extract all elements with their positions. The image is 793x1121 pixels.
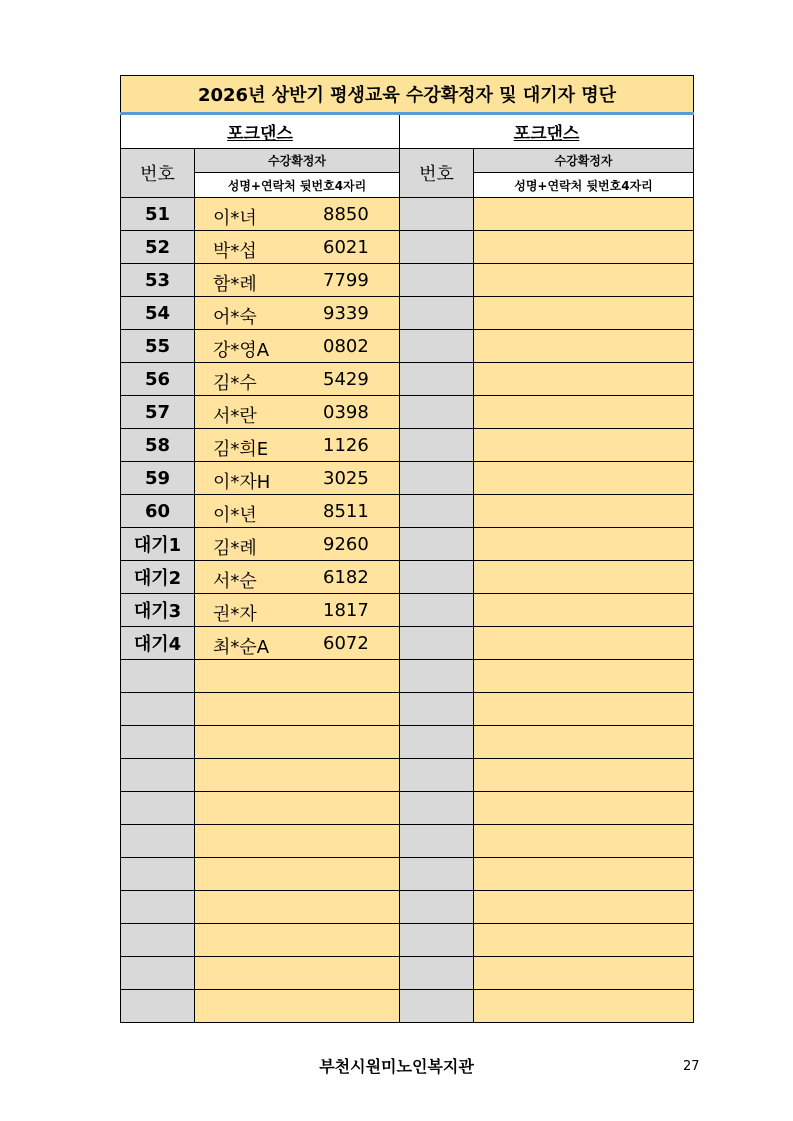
phone-last4: 1126 [323, 435, 369, 456]
row-number-right [400, 528, 474, 561]
entry-cell-right [474, 528, 694, 561]
sub-header-right: 성명+연락처 뒷번호4자리 [474, 173, 694, 198]
entry-cell [195, 231, 400, 264]
entry-cell-right [474, 363, 694, 396]
phone-last4: 6182 [323, 567, 369, 588]
entry-cell-right [474, 858, 694, 891]
table-row [121, 858, 694, 891]
phone-last4: 6021 [323, 237, 369, 258]
row-number [121, 759, 195, 792]
confirmed-header-left: 수강확정자 [195, 149, 400, 173]
entry-cell [195, 495, 400, 528]
dept-name-left: 포크댄스 [121, 114, 400, 149]
entry-cell-right [474, 297, 694, 330]
table-row [121, 825, 694, 858]
entry-cell-right [474, 330, 694, 363]
table-row [121, 660, 694, 693]
entry-cell-right [474, 693, 694, 726]
row-number: 54 [121, 297, 195, 330]
row-number-right [400, 198, 474, 231]
table-row [121, 759, 694, 792]
entry-cell [195, 198, 400, 231]
entry-cell-right [474, 792, 694, 825]
row-number [121, 693, 195, 726]
table-row [121, 198, 694, 231]
person-name: 김*례 [213, 538, 257, 559]
entry-cell [195, 561, 400, 594]
row-number-right [400, 858, 474, 891]
phone-last4: 3025 [323, 468, 369, 489]
row-number-right [400, 462, 474, 495]
phone-last4: 8850 [323, 204, 369, 225]
entry-cell-right [474, 891, 694, 924]
row-number-right [400, 660, 474, 693]
row-number-right [400, 396, 474, 429]
entry-cell [195, 297, 400, 330]
row-number [121, 990, 195, 1023]
entry-cell-right [474, 726, 694, 759]
entry-cell-right [474, 462, 694, 495]
row-number [121, 726, 195, 759]
entry-cell-right [474, 561, 694, 594]
table-row [121, 594, 694, 627]
table-row [121, 495, 694, 528]
row-number: 52 [121, 231, 195, 264]
entry-cell [195, 363, 400, 396]
phone-last4: 9260 [323, 534, 369, 555]
person-name: 서*란 [213, 406, 257, 427]
table-row [121, 693, 694, 726]
table-row [121, 957, 694, 990]
entry-cell-right [474, 429, 694, 462]
row-number [121, 792, 195, 825]
row-number-right [400, 297, 474, 330]
row-number [121, 924, 195, 957]
row-number-right [400, 924, 474, 957]
phone-last4: 9339 [323, 303, 369, 324]
row-number-right [400, 429, 474, 462]
entry-cell-right [474, 231, 694, 264]
entry-cell [195, 330, 400, 363]
table-row [121, 462, 694, 495]
phone-last4: 5429 [323, 369, 369, 390]
row-number [121, 825, 195, 858]
table-row [121, 297, 694, 330]
dept-name-right: 포크댄스 [400, 114, 694, 149]
row-number-right [400, 561, 474, 594]
row-number: 57 [121, 396, 195, 429]
row-number [121, 660, 195, 693]
row-number [121, 858, 195, 891]
entry-cell [195, 693, 400, 726]
row-number-right [400, 792, 474, 825]
row-number-right [400, 891, 474, 924]
entry-cell-right [474, 495, 694, 528]
phone-last4: 0802 [323, 336, 369, 357]
entry-cell [195, 891, 400, 924]
person-name: 이*녀 [213, 208, 257, 229]
phone-last4: 8511 [323, 501, 369, 522]
row-number-right [400, 495, 474, 528]
table-row [121, 990, 694, 1023]
table-row [121, 792, 694, 825]
row-number-right [400, 594, 474, 627]
row-number: 58 [121, 429, 195, 462]
entry-cell-right [474, 660, 694, 693]
person-name: 권*자 [213, 604, 257, 625]
entry-cell-right [474, 264, 694, 297]
entry-cell [195, 990, 400, 1023]
entry-cell-right [474, 957, 694, 990]
row-number-right [400, 825, 474, 858]
num-header-right: 번호 [400, 149, 474, 198]
entry-cell-right [474, 198, 694, 231]
row-number [121, 957, 195, 990]
row-number [121, 891, 195, 924]
person-name: 이*년 [213, 505, 257, 526]
table-row [121, 231, 694, 264]
phone-last4: 7799 [323, 270, 369, 291]
num-header-left: 번호 [121, 149, 195, 198]
entry-cell [195, 957, 400, 990]
person-name: 최*순A [213, 637, 270, 658]
entry-cell [195, 462, 400, 495]
row-number: 대기2 [121, 561, 195, 594]
row-number-right [400, 264, 474, 297]
page-number: 27 [683, 1059, 700, 1074]
row-number-right [400, 363, 474, 396]
entry-cell [195, 660, 400, 693]
row-number-right [400, 726, 474, 759]
entry-cell-right [474, 825, 694, 858]
entry-cell [195, 264, 400, 297]
sub-header-left: 성명+연락처 뒷번호4자리 [195, 173, 400, 198]
entry-cell [195, 858, 400, 891]
row-number: 대기3 [121, 594, 195, 627]
table-row [121, 264, 694, 297]
table-row [121, 891, 694, 924]
phone-last4: 0398 [323, 402, 369, 423]
entry-cell [195, 627, 400, 660]
row-number: 대기1 [121, 528, 195, 561]
confirmed-header-right: 수강확정자 [474, 149, 694, 173]
phone-last4: 1817 [323, 600, 369, 621]
table-row [121, 429, 694, 462]
row-number-right [400, 693, 474, 726]
entry-cell [195, 825, 400, 858]
table-row [121, 726, 694, 759]
row-number: 60 [121, 495, 195, 528]
row-number: 56 [121, 363, 195, 396]
table-row [121, 528, 694, 561]
entry-cell [195, 759, 400, 792]
entry-cell-right [474, 924, 694, 957]
person-name: 김*희E [213, 439, 269, 460]
person-name: 함*례 [213, 274, 257, 295]
row-number: 53 [121, 264, 195, 297]
entry-cell-right [474, 990, 694, 1023]
row-number-right [400, 990, 474, 1023]
person-name: 어*숙 [213, 307, 257, 328]
entry-cell [195, 726, 400, 759]
entry-cell-right [474, 396, 694, 429]
table-row [121, 924, 694, 957]
person-name: 이*자H [213, 472, 271, 493]
table-row [121, 330, 694, 363]
entry-cell [195, 594, 400, 627]
roster-table [120, 75, 694, 1023]
table-row [121, 627, 694, 660]
row-number-right [400, 330, 474, 363]
entry-cell [195, 792, 400, 825]
table-row [121, 561, 694, 594]
row-number: 55 [121, 330, 195, 363]
person-name: 강*영A [213, 340, 270, 361]
entry-cell-right [474, 594, 694, 627]
row-number: 59 [121, 462, 195, 495]
page-title: 2026년 상반기 평생교육 수강확정자 및 대기자 명단 [121, 76, 694, 114]
entry-cell-right [474, 759, 694, 792]
row-number-right [400, 627, 474, 660]
person-name: 박*섭 [213, 241, 257, 262]
entry-cell [195, 528, 400, 561]
entry-cell [195, 429, 400, 462]
person-name: 김*수 [213, 373, 257, 394]
person-name: 서*순 [213, 571, 257, 592]
entry-cell [195, 924, 400, 957]
row-number: 51 [121, 198, 195, 231]
organization-footer: 부천시원미노인복지관 [319, 1057, 474, 1076]
phone-last4: 6072 [323, 633, 369, 654]
entry-cell-right [474, 627, 694, 660]
entry-cell [195, 396, 400, 429]
table-row [121, 363, 694, 396]
row-number-right [400, 759, 474, 792]
table-row [121, 396, 694, 429]
row-number: 대기4 [121, 627, 195, 660]
row-number-right [400, 231, 474, 264]
row-number-right [400, 957, 474, 990]
